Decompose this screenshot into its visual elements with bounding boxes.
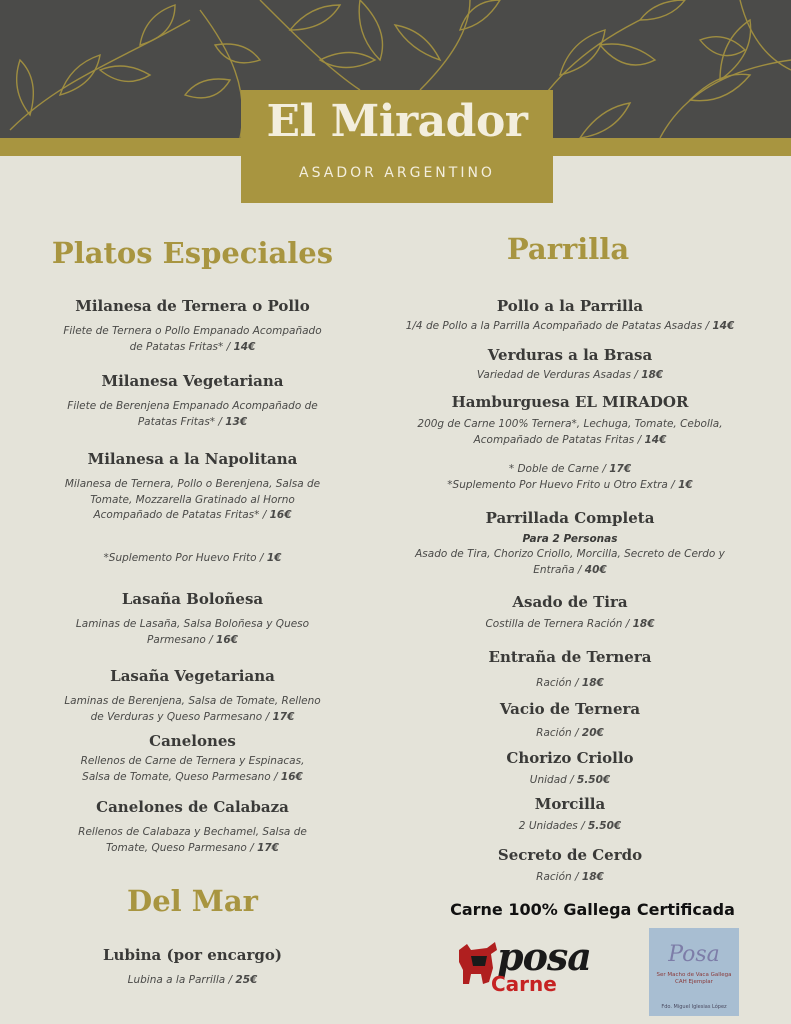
item-price: 18€ xyxy=(581,871,604,883)
menu-item xyxy=(398,648,742,692)
item-desc: Asado de Tira, Chorizo Criollo, Morcilla, Secreto de Cerdo y Entraña / 40€ xyxy=(415,548,725,576)
item-name: Lubina (por encargo) xyxy=(103,946,282,964)
menu-item xyxy=(40,667,345,725)
item-desc: Filete de Berenjena Empanado Acompañado de Patatas Fritas* / 13€ xyxy=(67,400,318,428)
menu-item xyxy=(398,346,742,384)
item-desc: Variedad de Verduras Asadas / 18€ xyxy=(476,369,664,381)
item-price: 14€ xyxy=(712,320,735,332)
item-name: Verduras a la Brasa xyxy=(487,346,653,364)
menu-item xyxy=(398,700,742,742)
item-desc: Unidad / 5.50€ xyxy=(529,774,611,786)
section-title-especiales: Platos Especiales xyxy=(51,236,334,270)
item-desc: Milanesa de Ternera, Pollo o Berenjena, Salsa de Tomate, Mozzarella Gratinado al Horno Acompañado de Patatas Fritas* / 16€ xyxy=(64,478,321,521)
item-price: 5.50€ xyxy=(577,774,611,786)
item-name: Milanesa Vegetariana xyxy=(101,372,284,390)
menu-item xyxy=(398,749,742,789)
menu-item xyxy=(40,798,345,856)
menu-item xyxy=(40,590,345,648)
item-name: Lasaña Boloñesa xyxy=(121,590,264,608)
item-desc: Ración / 18€ xyxy=(536,871,604,883)
item-desc: 2 Unidades / 5.50€ xyxy=(518,820,622,832)
menu-item xyxy=(398,509,742,578)
item-price: 25€ xyxy=(235,974,258,986)
especiales-column xyxy=(40,0,345,1024)
item-name: Entraña de Ternera xyxy=(488,648,652,666)
menu-item xyxy=(398,297,742,335)
seal-signature: Fdo. Miguel Iglesias López xyxy=(661,1004,727,1010)
posa-word: posa xyxy=(497,934,591,979)
restaurant-subtitle: ASADOR ARGENTINO xyxy=(299,165,495,181)
item-price: 18€ xyxy=(581,677,604,689)
menu-item xyxy=(398,846,742,886)
item-name: Asado de Tira xyxy=(512,593,628,611)
item-desc: Filete de Ternera o Pollo Empanado Acompañado de Patatas Fritas* / 14€ xyxy=(63,325,322,353)
item-price: 18€ xyxy=(641,369,664,381)
item-price: 16€ xyxy=(269,509,292,521)
item-desc: Laminas de Lasaña, Salsa Boloñesa y Queso Parmesano / 16€ xyxy=(75,618,310,646)
seal-title: Posa xyxy=(668,942,720,967)
item-name: Hamburguesa EL MIRADOR xyxy=(451,393,689,411)
especiales-note: *Suplemento Por Huevo Frito / 1€ xyxy=(103,552,282,564)
item-name: Pollo a la Parrilla xyxy=(496,297,644,315)
burger-notes: * Doble de Carne / 17€ *Suplemento Por Huevo Frito u Otro Extra / 1€ xyxy=(447,463,693,491)
item-name: Milanesa a la Napolitana xyxy=(87,450,298,468)
item-desc: Ración / 20€ xyxy=(536,727,604,739)
item-price: 40€ xyxy=(584,563,607,576)
item-desc: Rellenos de Calabaza y Bechamel, Salsa de Tomate, Queso Parmesano / 17€ xyxy=(78,826,307,854)
restaurant-name: El Mirador xyxy=(266,96,528,147)
posa-carne-logo xyxy=(455,936,613,1002)
item-name: Canelones de Calabaza xyxy=(96,798,289,816)
item-name: Vacio de Ternera xyxy=(499,700,641,718)
item-price: 14€ xyxy=(644,433,667,446)
item-name: Milanesa de Ternera o Pollo xyxy=(75,297,310,315)
menu-item xyxy=(398,393,742,448)
menu-item xyxy=(40,297,345,355)
item-desc: 200g de Carne 100% Ternera*, Lechuga, Tomate, Cebolla, Acompañado de Patatas Fritas / 14€ xyxy=(417,418,723,446)
note-price: 1€ xyxy=(266,552,282,564)
item-name: Canelones xyxy=(149,732,236,750)
item-price: 16€ xyxy=(280,770,303,783)
item-price: 5.50€ xyxy=(587,820,622,832)
item-price: 13€ xyxy=(225,415,248,428)
item-name: Parrillada Completa xyxy=(485,509,655,527)
certified-label: Carne 100% Gallega Certificada xyxy=(450,900,735,919)
item-desc: Rellenos de Carne de Ternera y Espinacas, Salsa de Tomate, Queso Parmesano / 16€ xyxy=(80,755,305,783)
parrilla-column xyxy=(398,0,742,1024)
item-desc: Laminas de Berenjena, Salsa de Tomate, Relleno de Verduras y Queso Parmesano / 17€ xyxy=(64,695,321,723)
item-price: 17€ xyxy=(272,710,295,723)
item-name: Lasaña Vegetariana xyxy=(110,667,275,685)
menu-item xyxy=(40,450,345,524)
item-name: Secreto de Cerdo xyxy=(497,846,643,864)
certificate-seal xyxy=(649,928,739,1016)
menu-item xyxy=(40,372,345,430)
item-price: 16€ xyxy=(216,633,238,646)
item-name: Morcilla xyxy=(534,795,606,813)
item-price: 20€ xyxy=(581,727,604,739)
item-desc: Ración / 18€ xyxy=(536,677,604,689)
item-price: 18€ xyxy=(632,618,655,630)
item-desc: 1/4 de Pollo a la Parrilla Acompañado de Patatas Asadas / 14€ xyxy=(405,320,735,332)
carne-word: Carne xyxy=(491,972,557,996)
menu-item xyxy=(398,593,742,633)
item-price: 14€ xyxy=(233,340,256,353)
section-title-mar: Del Mar xyxy=(127,884,258,918)
item-desc: Lubina a la Parrilla / 25€ xyxy=(127,974,258,986)
item-price: 17€ xyxy=(257,841,279,854)
item-name: Chorizo Criollo xyxy=(506,749,634,767)
item-subtitle: Para 2 Personas xyxy=(522,533,618,545)
menu-item xyxy=(40,946,345,989)
section-title-parrilla: Parrilla xyxy=(506,232,630,266)
menu-item xyxy=(40,732,345,785)
item-desc: Costilla de Ternera Ración / 18€ xyxy=(485,618,655,630)
seal-text: Ser Macho de Vaca Gallega CAH Ejemplar xyxy=(656,972,732,985)
menu-item xyxy=(398,795,742,835)
